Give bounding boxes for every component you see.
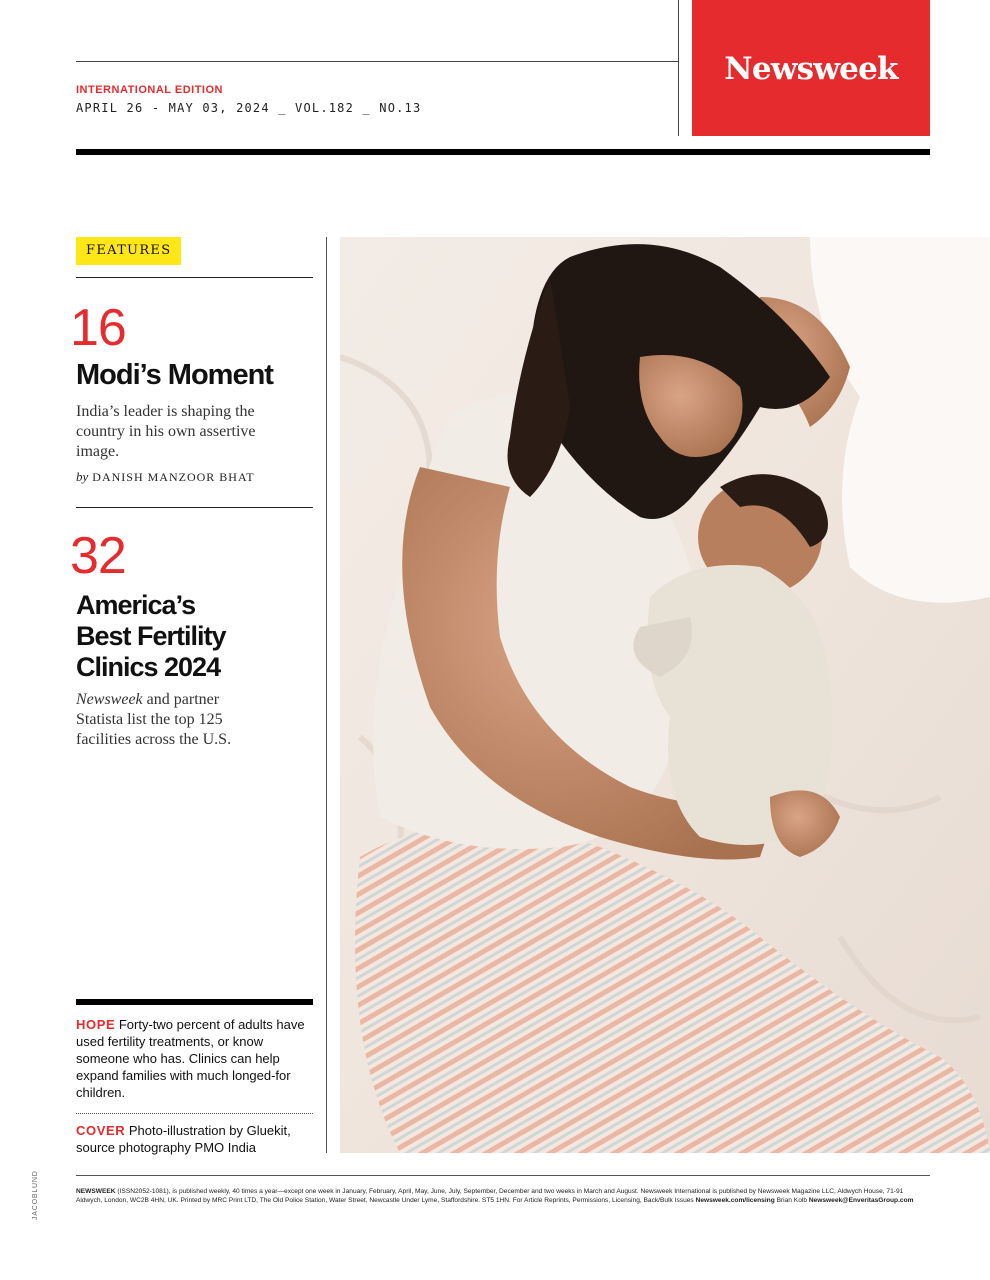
licensing-link[interactable]: Newsweek.com/licensing: [695, 1196, 775, 1204]
photo-illustration: [340, 237, 990, 1153]
masthead-fineprint: [76, 1188, 930, 1205]
fineprint-text-2: Brian Kolb: [774, 1196, 809, 1204]
feature-rule-1: [76, 277, 313, 278]
feature-title[interactable]: Modi’s Moment: [76, 359, 273, 391]
feature-byline: [76, 469, 255, 485]
cover-photo: [340, 237, 990, 1153]
header-top-rule: [76, 61, 679, 62]
fineprint-brand: NEWSWEEK: [76, 1188, 116, 1195]
contact-email-link[interactable]: Newsweek@EnveritasGroup.com: [808, 1196, 914, 1204]
feature-title-line: Clinics 2024: [76, 652, 221, 682]
photo-credit-vertical: [18, 1162, 58, 1220]
feature-page-number[interactable]: 16: [70, 299, 126, 357]
feature-dek: India’s leader is shaping the country in his own assertive image.: [76, 403, 256, 460]
header-bottom-rule: [76, 149, 930, 155]
dek-text: and partner Statista list the top 125 facilities across the U.S.: [76, 691, 232, 748]
features-tag: FEATURES: [76, 237, 181, 265]
dek-publication: Newsweek: [76, 691, 143, 708]
feature-page-number[interactable]: 32: [70, 527, 126, 585]
logo-wordmark: Newsweek: [724, 51, 898, 87]
edition-label: INTERNATIONAL EDITION: [76, 84, 223, 96]
hope-note: [76, 1016, 313, 1101]
column-divider: [326, 237, 327, 1153]
byline-author: DANISH MANZOOR BHAT: [92, 470, 255, 484]
header-divider: [678, 0, 679, 136]
feature-title-line: America’s: [76, 590, 196, 620]
hope-label: HOPE: [76, 1017, 116, 1032]
notes-top-bar: [76, 999, 313, 1005]
hope-text: Forty-two percent of adults have used fertility treatments, or know someone who has. Clinics can help expand families with much longed-for children.: [76, 1017, 305, 1100]
fineprint-text-1: (ISSN2052-1081), is published weekly, 40 times a year—except one week in January, February, April, May, June, July, September, December and two weeks in March and August. Newsweek International is published by Newsweek Magazine LLC, Aldwych House, 71-91 Aldwych, London, WC2B 4HN, UK. Printed by MRC Print LTD, The Old Police Station, Water Street, Newcastle Under Lyme, Staffordshire. ST5 1HN. For Article Reprints, Permissions, Licensing, Back/Bulk Issues: [76, 1188, 904, 1204]
newsweek-logo[interactable]: [692, 0, 930, 136]
cover-label: COVER: [76, 1123, 126, 1138]
feature-title[interactable]: [76, 590, 226, 683]
cover-note: [76, 1122, 313, 1156]
issue-dateline: APRIL 26 - MAY 03, 2024 _ VOL.182 _ NO.13: [76, 101, 422, 115]
feature-rule-2: [76, 507, 313, 508]
notes-dotted-divider: [76, 1113, 313, 1114]
photo-credit-text: JACOBLUND: [32, 1170, 39, 1220]
footer-rule: [76, 1175, 930, 1176]
feature-title-line: Best Fertility: [76, 621, 226, 651]
byline-prefix: by: [76, 469, 89, 484]
cover-text: Photo-illustration by Gluekit, source photography PMO India: [76, 1123, 291, 1155]
feature-dek: [76, 690, 256, 750]
